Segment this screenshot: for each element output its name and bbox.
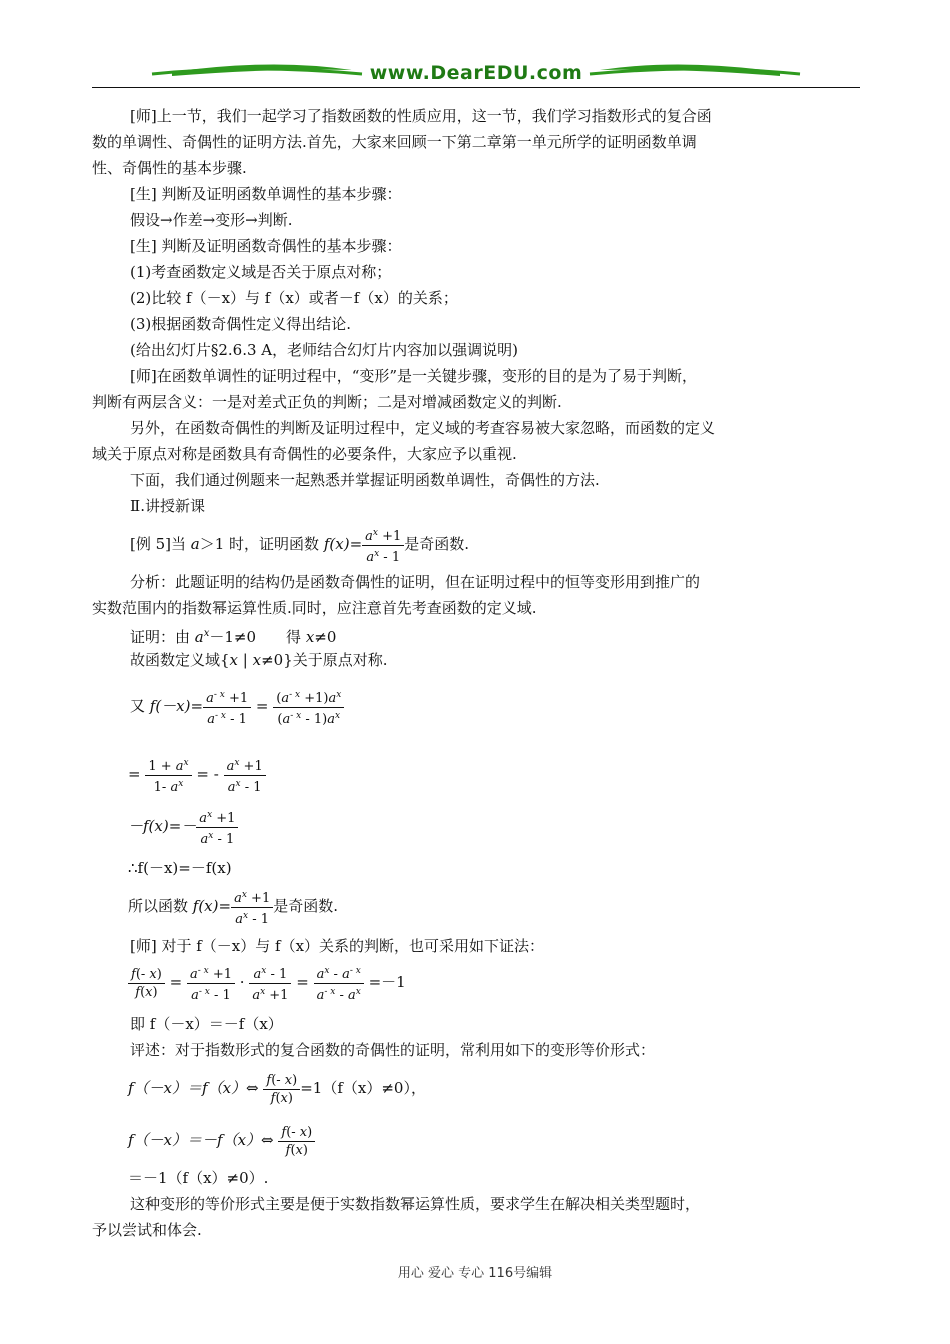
fraction-ax-plus1-over-ax-minus1-c: $\frac{a^x +1}{a^x - 1}$ xyxy=(196,807,238,848)
para1-line1: [师]上一节，我们一起学习了指数函数的性质应用，这一节，我们学习指数形式的复合函 xyxy=(130,107,712,125)
student-answer-1: [生] 判断及证明函数单调性的基本步骤： xyxy=(130,185,402,203)
fraction-ax-plus1-over-ax-minus1-d: $\frac{a^x +1}{a^x - 1}$ xyxy=(231,887,273,928)
parity-step-3: (3)根据函数奇偶性定义得出结论. xyxy=(130,315,352,333)
fraction-a-negx: $\frac{a^{- x} +1}{a^{- x} - 1}$ xyxy=(203,687,251,728)
parity-step-1: (1)考查函数定义域是否关于原点对称； xyxy=(130,263,392,281)
student-answer-2: [生] 判断及证明函数奇偶性的基本步骤： xyxy=(130,237,402,255)
parity-step-2: (2)比较 f（－x）与 f（x）或者－f（x）的关系； xyxy=(130,289,458,307)
fraction-fnegx-over-fx: $\frac{f(- x)}{f(x)}$ xyxy=(128,966,165,1001)
ji-line: 即 f（－x）＝－f（x） xyxy=(130,1015,283,1033)
simplified-line: = $\frac{1 + a^x}{1- a^x}$ = - $\frac{a^x +1}{a^x - 1}$ xyxy=(128,752,266,796)
fraction-ax-plus1-over-ax-minus1-b: $\frac{a^x +1}{a^x - 1}$ xyxy=(224,755,266,796)
final-line1: 这种变形的等价形式主要是便于实数指数幂运算性质，要求学生在解决相关类型题时， xyxy=(130,1195,701,1213)
neg-f-line: －f(x)=－ $\frac{a^x +1}{a^x - 1}$ xyxy=(128,804,238,848)
equivalence-2-result: ＝－1（f（x）≠0）. xyxy=(128,1169,269,1187)
site-logo-text: www.DearEDU.com xyxy=(369,62,583,84)
para2-line2: 判断有两层含义：一是对差式正负的判断；二是对增减函数定义的判断. xyxy=(92,393,562,411)
fraction-fnegx-over-fx-c: $\frac{f(- x)}{f(x)}$ xyxy=(278,1124,315,1159)
para1-line3: 性、奇偶性的基本步骤. xyxy=(92,159,247,177)
slide-note: (给出幻灯片§2.6.3 A，老师结合幻灯片内容加以强调说明) xyxy=(130,341,518,359)
final-line2: 予以尝试和体会. xyxy=(92,1221,202,1239)
ratio-derivation: $\frac{f(- x)}{f(x)}$ = $\frac{a^{- x} +1}{a^{- x} - 1}$ · $\frac{a^x - 1}{a^x +1}$ = $\frac{a^x - a^{- x}}{a^{- x} - a^x}$ =－1 xyxy=(128,960,406,1004)
analysis-line2: 实数范围内的指数幂运算性质.同时，应注意首先考查函数的定义域. xyxy=(92,599,537,617)
equivalence-2: f（－x）＝－f（x）⇔ $\frac{f(- x)}{f(x)}$ xyxy=(128,1118,315,1162)
conclusion-line: 所以函数 f(x)= $\frac{a^x +1}{a^x - 1}$ 是奇函数. xyxy=(128,884,338,928)
fraction-times-ax: $\frac{(a^{- x} +1)a^x}{(a^{- x} - 1)a^x}$ xyxy=(273,687,344,728)
monotonic-steps: 假设→作差→变形→判断. xyxy=(130,211,293,229)
fraction-fnegx-over-fx-b: $\frac{f(- x)}{f(x)}$ xyxy=(263,1072,300,1107)
example-5: [例 5]当 a＞1 时，证明函数 f(x)= $\frac{a^x +1}{a^x - 1}$ 是奇函数. xyxy=(130,522,469,566)
para3-line1: 另外，在函数奇偶性的判断及证明过程中，定义域的考查容易被大家忽略，而函数的定义 xyxy=(130,419,716,437)
header-rule xyxy=(92,87,860,88)
fraction-a: $\frac{a^{- x} +1}{a^{- x} - 1}$ xyxy=(187,963,235,1004)
analysis-line1: 分析：此题证明的结构仍是函数奇偶性的证明，但在证明过程中的恒等变形用到推广的 xyxy=(130,573,701,591)
f-neg-x-derivation: 又 f(－x)= $\frac{a^{- x} +1}{a^{- x} - 1}$ = $\frac{(a^{- x} +1)a^x}{(a^{- x} - 1)a^x}$ xyxy=(130,684,344,728)
para2-line1: [师]在函数单调性的证明过程中，“变形”是一关键步骤，变形的目的是为了易于判断， xyxy=(130,367,698,385)
page-footer: 用心 爱心 专心 116号编辑 xyxy=(397,1266,553,1281)
para3-line2: 域关于原点对称是函数具有奇偶性的必要条件，大家应予以重视. xyxy=(92,445,517,463)
para4: 下面，我们通过例题来一起熟悉并掌握证明函数单调性，奇偶性的方法. xyxy=(130,471,600,489)
fraction-ax-plus1-over-ax-minus1: $\frac{a^x +1}{a^x - 1}$ xyxy=(362,525,404,566)
para1-line2: 数的单调性、奇偶性的证明方法.首先，大家来回顾一下第二章第一单元所学的证明函数单调 xyxy=(92,133,697,151)
fraction-1-plus-ax: $\frac{1 + a^x}{1- a^x}$ xyxy=(145,755,191,796)
section-heading: Ⅱ.讲授新课 xyxy=(130,497,205,515)
teacher-alt-method: [师] 对于 f（－x）与 f（x）关系的判断，也可采用如下证法： xyxy=(130,937,545,955)
domain-line: 故函数定义域{x | x≠0}关于原点对称. xyxy=(130,651,388,669)
page-header xyxy=(92,54,860,90)
proof-line: 证明：由 $a^x-1\ne 0$ 得 x≠0 xyxy=(130,628,337,646)
equivalence-1: f（－x）＝f（x）⇔ $\frac{f(- x)}{f(x)}$ =1（f（x）≠0）， xyxy=(128,1072,426,1106)
comment-line: 评述：对于指数形式的复合函数的奇偶性的证明，常利用如下的变形等价形式： xyxy=(130,1041,656,1059)
therefore-line: ∴f(－x)=－f(x) xyxy=(128,859,232,877)
fraction-c: $\frac{a^x - a^{- x}}{a^{- x} - a^x}$ xyxy=(314,963,364,1004)
fraction-b: $\frac{a^x - 1}{a^x +1}$ xyxy=(249,963,291,1004)
